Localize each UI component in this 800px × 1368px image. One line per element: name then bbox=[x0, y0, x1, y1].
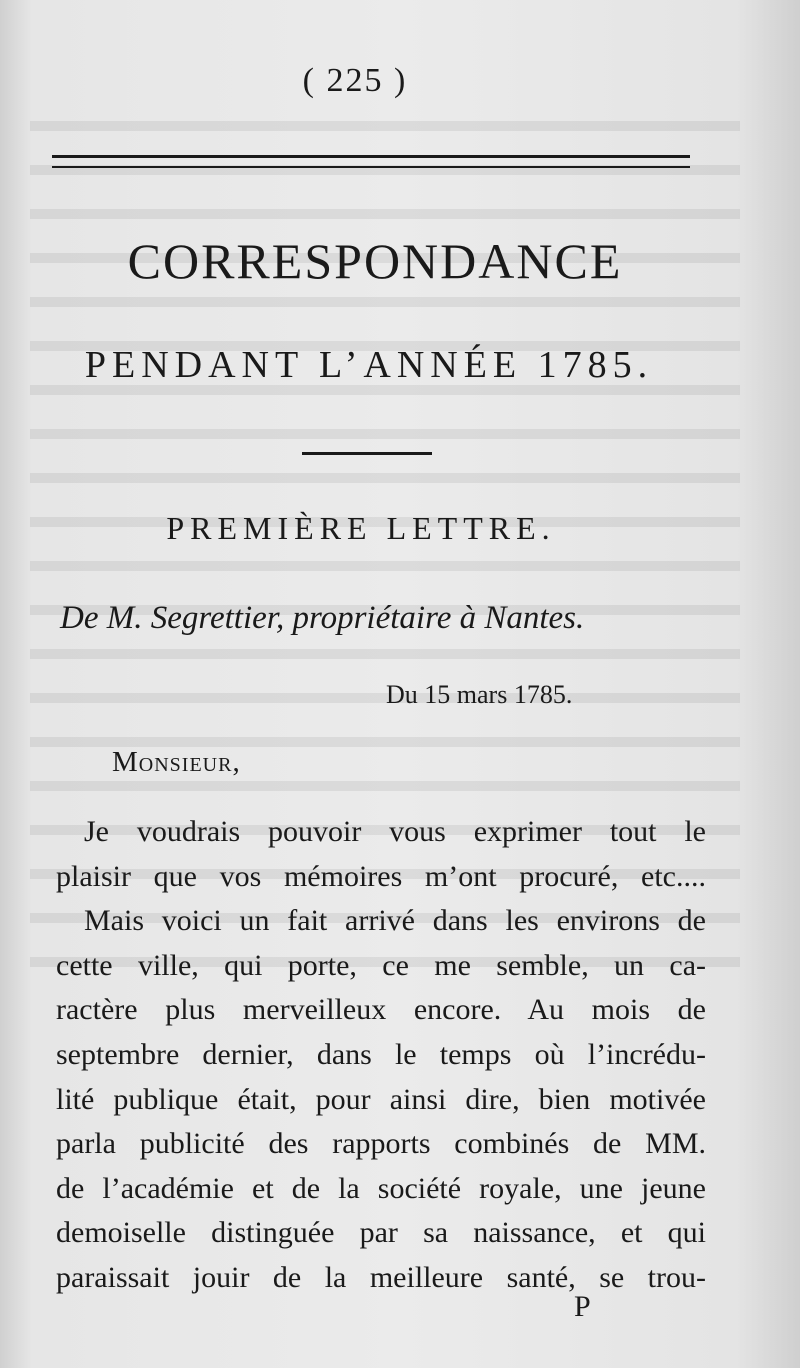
body-line: Mais voici un fait arrivé dans les environs de bbox=[84, 904, 706, 938]
page-number: ( 225 ) bbox=[302, 62, 408, 99]
body-line: demoiselle distinguée par sa naissance, et qui bbox=[56, 1216, 706, 1250]
body-line: septembre dernier, dans le temps où l’incrédu- bbox=[56, 1037, 706, 1071]
body-line: de l’académie et de la société royale, une jeune bbox=[56, 1171, 706, 1205]
signature-mark: P bbox=[574, 1290, 591, 1323]
section-divider bbox=[302, 452, 432, 458]
letter-sender: De M. Segrettier, propriétaire à Nantes. bbox=[60, 600, 585, 636]
body-line: paraissait jouir de la meilleure santé, se trou- bbox=[56, 1260, 706, 1294]
letter-body bbox=[56, 810, 706, 1301]
body-line: Je voudrais pouvoir vous exprimer tout le bbox=[84, 815, 706, 848]
body-line: ractère plus merveilleux encore. Au mois de bbox=[56, 993, 706, 1027]
chapter-subtitle: PENDANT L’ANNÉE 1785. bbox=[84, 344, 654, 386]
body-line: lité publique était, pour ainsi dire, bien motivée bbox=[56, 1082, 706, 1116]
chapter-title: CORRESPONDANCE bbox=[127, 233, 623, 289]
letter-salutation: Monsieur, bbox=[112, 746, 241, 778]
header-double-rule bbox=[52, 155, 690, 168]
letter-heading: PREMIÈRE LETTRE. bbox=[166, 510, 556, 546]
body-line: cette ville, qui porte, ce me semble, un ca- bbox=[56, 948, 706, 982]
body-line: plaisir que vos mémoires m’ont procuré, etc.... bbox=[56, 859, 706, 893]
letter-date: Du 15 mars 1785. bbox=[386, 680, 573, 709]
body-line: parla publicité des rapports combinés de MM. bbox=[56, 1127, 706, 1161]
